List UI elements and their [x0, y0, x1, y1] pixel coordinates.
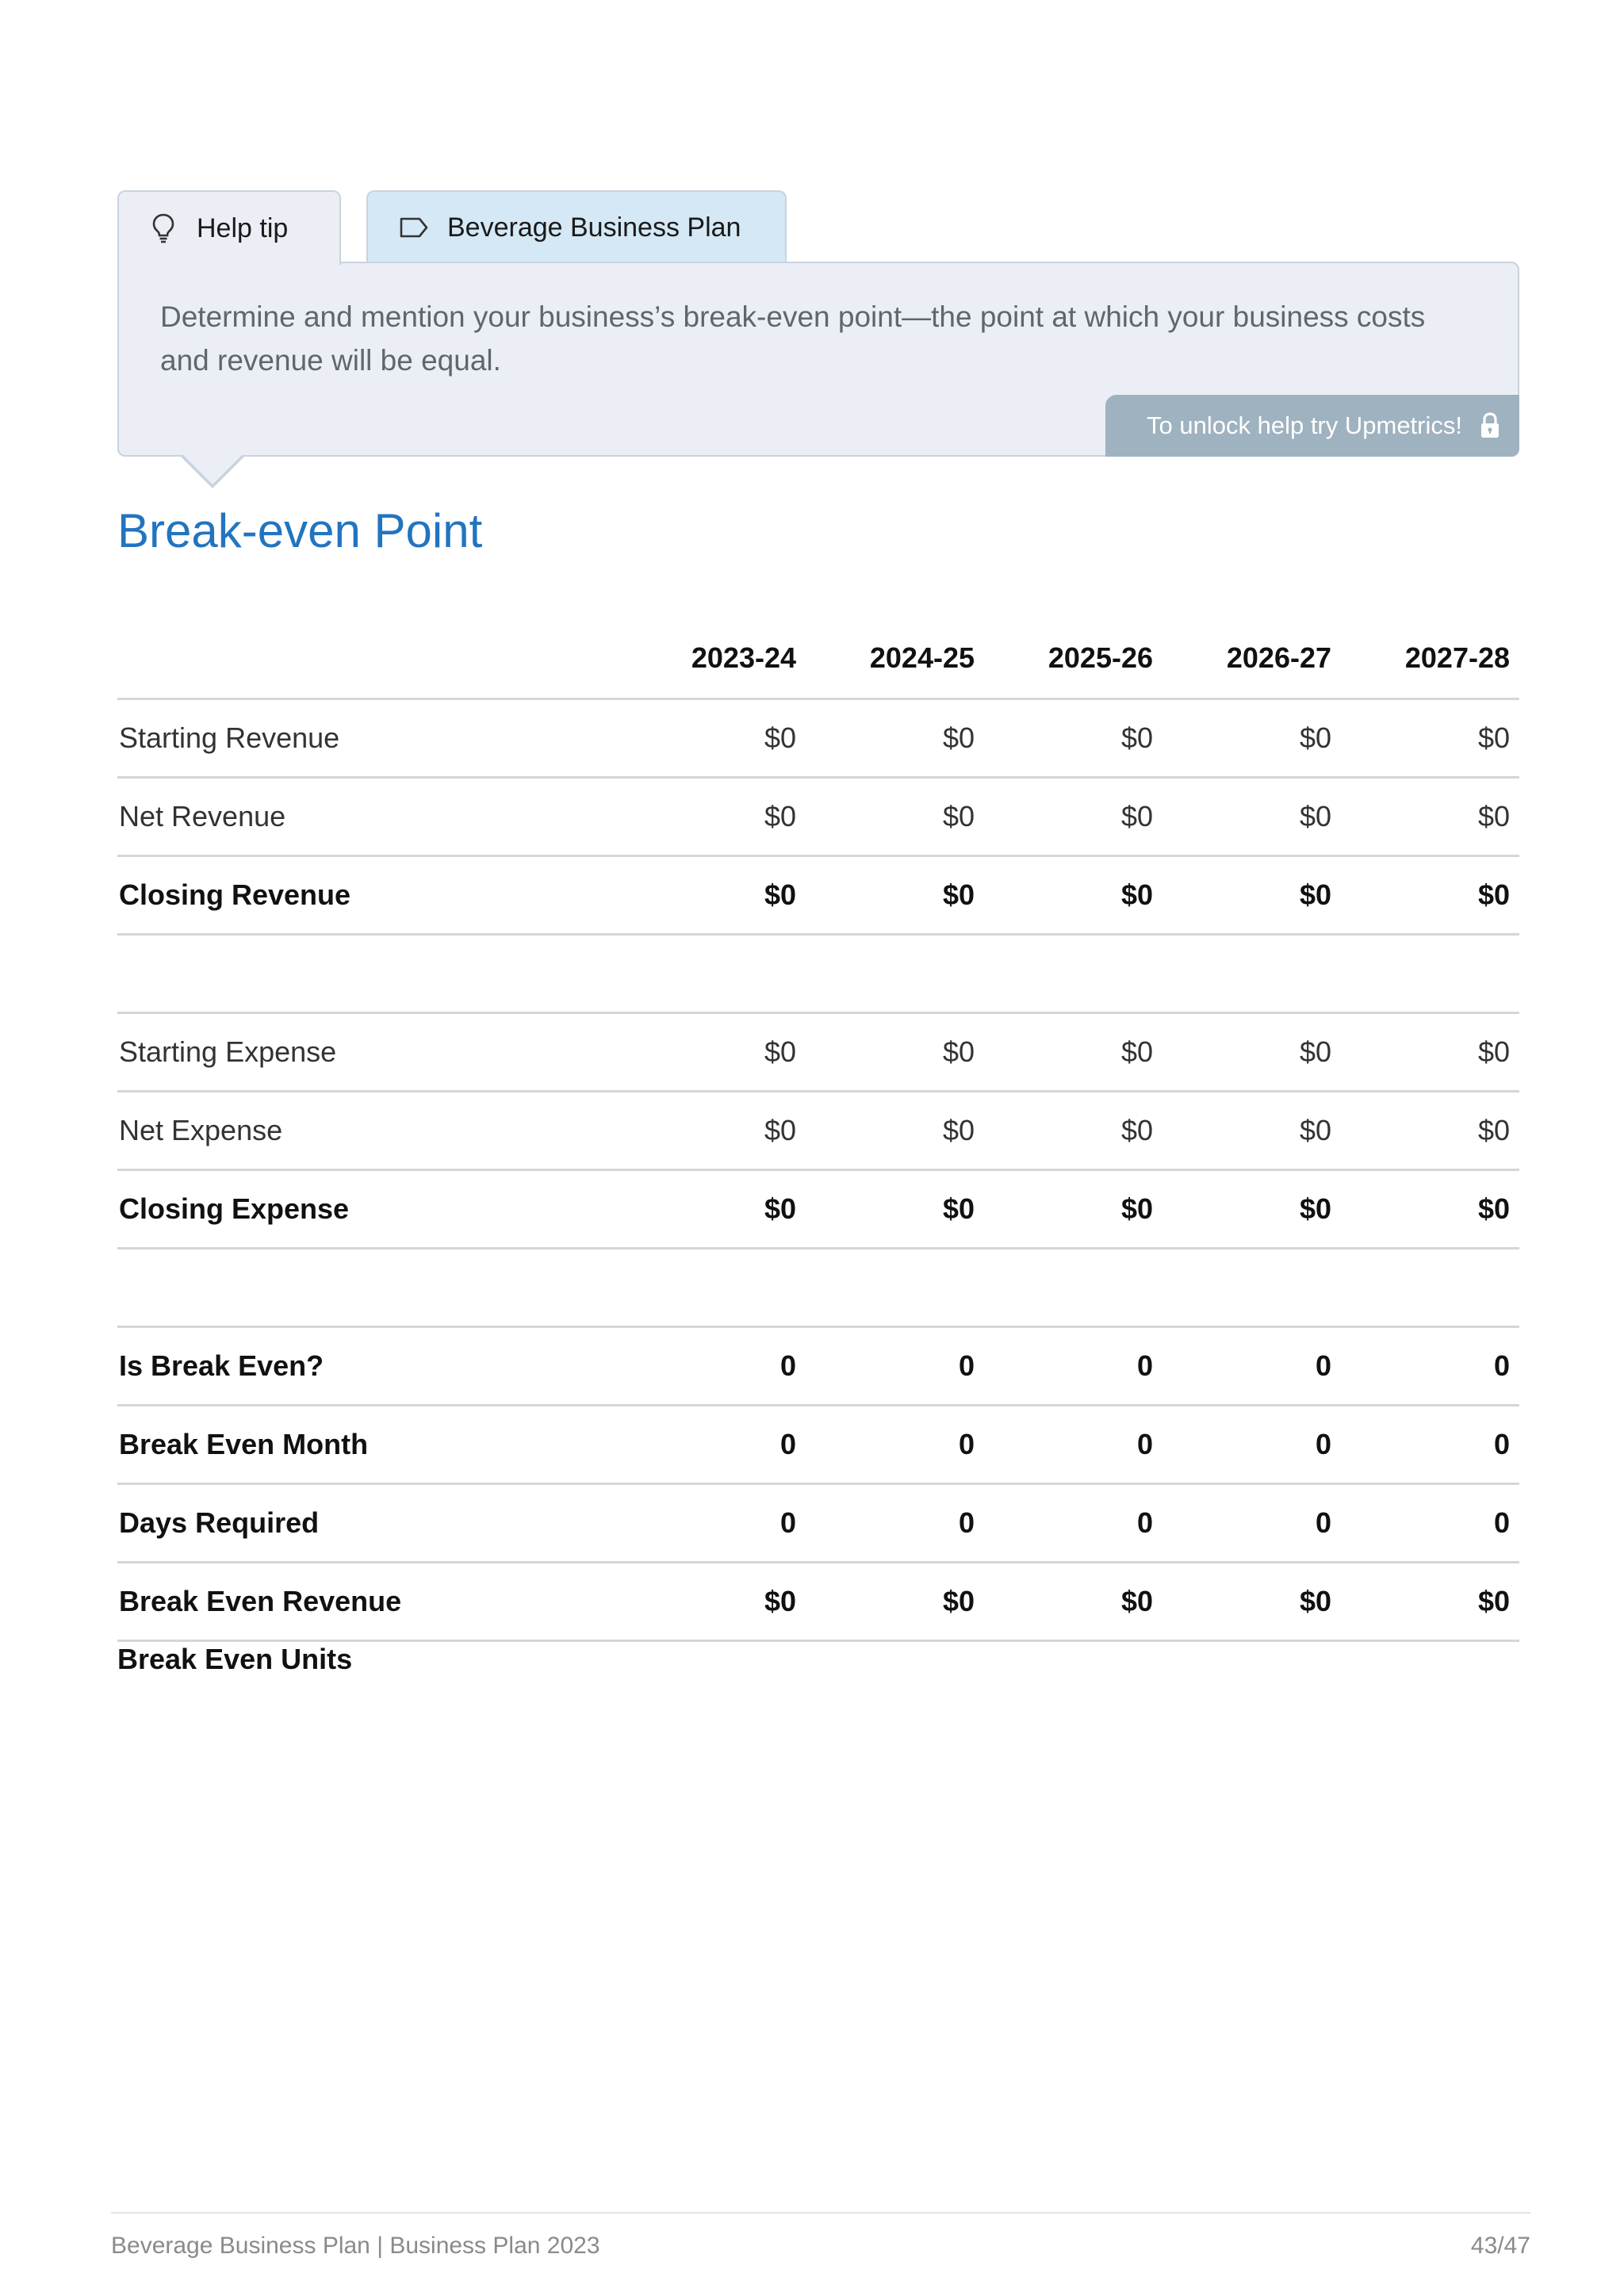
- table-cell: $0: [764, 1035, 796, 1068]
- table-cell: $0: [764, 1114, 796, 1146]
- table-row: [117, 857, 1519, 936]
- table-cell: $0: [764, 721, 796, 754]
- table-cell: $0: [1120, 878, 1153, 911]
- table-cell: $0: [942, 878, 975, 911]
- row-label: Closing Revenue: [119, 878, 351, 911]
- table-cell: 0: [1493, 1428, 1510, 1460]
- table-cell: 0: [1136, 1428, 1153, 1460]
- table-cell: $0: [1120, 1035, 1153, 1068]
- tab-help-tip[interactable]: [117, 190, 341, 265]
- table-cell: 0: [779, 1506, 796, 1539]
- break-even-table: [117, 618, 1519, 1642]
- help-tip-panel: [117, 262, 1519, 457]
- column-header: 2026-27: [1226, 641, 1331, 674]
- footer-document-title: Beverage Business Plan | Business Plan 2023: [111, 2233, 600, 2259]
- table-row: [117, 1563, 1519, 1642]
- table-cell: $0: [942, 1114, 975, 1146]
- table-cell: 0: [779, 1428, 796, 1460]
- table-cell: 0: [1315, 1506, 1331, 1539]
- tab-plan-label: Beverage Business Plan: [447, 212, 741, 243]
- table-cell: 0: [1136, 1349, 1153, 1382]
- tag-icon: [398, 212, 430, 243]
- table-cell: $0: [942, 1192, 975, 1225]
- table-cell: $0: [942, 721, 975, 754]
- table-cell: $0: [1299, 1114, 1331, 1146]
- table-cell: $0: [1299, 721, 1331, 754]
- table-cell: $0: [1120, 800, 1153, 832]
- row-label: Break Even Revenue: [119, 1585, 402, 1617]
- lightbulb-icon: [147, 212, 179, 244]
- table-cell: $0: [764, 1192, 796, 1225]
- table-cell: $0: [764, 878, 796, 911]
- table-cell: 0: [958, 1428, 975, 1460]
- table-cell: $0: [1477, 878, 1510, 911]
- table-cell: $0: [1120, 721, 1153, 754]
- table-cell: $0: [942, 800, 975, 832]
- row-label: Break Even Month: [119, 1428, 369, 1460]
- table-cell: 0: [1493, 1349, 1510, 1382]
- table-cell: 0: [958, 1349, 975, 1382]
- row-label: Net Expense: [119, 1114, 283, 1146]
- table-cell: $0: [1477, 1585, 1510, 1617]
- table-row: [117, 1014, 1519, 1093]
- tab-beverage-business-plan[interactable]: [366, 190, 787, 263]
- table-cell: 0: [1136, 1506, 1153, 1539]
- table-cell: $0: [1120, 1585, 1153, 1617]
- unlock-help-button[interactable]: [1105, 395, 1519, 457]
- column-header: 2027-28: [1404, 641, 1510, 674]
- tab-help-tip-label: Help tip: [197, 212, 289, 243]
- help-tip-pointer: [179, 455, 246, 488]
- break-even-units-label: Break Even Units: [117, 1643, 353, 1675]
- table-cell: $0: [1299, 800, 1331, 832]
- column-header: 2025-26: [1048, 641, 1153, 674]
- table-cell: 0: [1493, 1506, 1510, 1539]
- table-row: [117, 1171, 1519, 1249]
- table-cell: $0: [1477, 721, 1510, 754]
- row-label: Starting Expense: [119, 1035, 337, 1068]
- table-cell: $0: [1477, 800, 1510, 832]
- table-header-row: [117, 618, 1519, 700]
- table-cell: 0: [958, 1506, 975, 1539]
- unlock-help-label: To unlock help try Upmetrics!: [1147, 411, 1462, 439]
- table-cell: $0: [1477, 1114, 1510, 1146]
- row-label: Starting Revenue: [119, 721, 340, 754]
- row-label: Net Revenue: [119, 800, 286, 832]
- lock-icon: [1478, 411, 1503, 440]
- table-cell: $0: [1120, 1114, 1153, 1146]
- table-cell: $0: [1120, 1192, 1153, 1225]
- table-cell: $0: [1299, 1585, 1331, 1617]
- table-row: [117, 779, 1519, 857]
- table-cell: $0: [1477, 1192, 1510, 1225]
- table-cell: $0: [942, 1585, 975, 1617]
- table-cell: $0: [764, 800, 796, 832]
- table-cell: $0: [1299, 1035, 1331, 1068]
- table-spacer-row: [117, 1249, 1519, 1328]
- row-label: Is Break Even?: [119, 1349, 324, 1382]
- footer-divider: [111, 2212, 1530, 2214]
- table-cell: 0: [1315, 1349, 1331, 1382]
- table-cell: $0: [1477, 1035, 1510, 1068]
- table-cell: 0: [779, 1349, 796, 1382]
- table-row: [117, 1406, 1519, 1485]
- help-tip-text: Determine and mention your business’s break-even point—the point at which your business costs and revenue will be equal.: [160, 300, 1426, 377]
- table-cell: 0: [1315, 1428, 1331, 1460]
- footer-page-number: 43/47: [1470, 2233, 1530, 2259]
- row-label: Days Required: [119, 1506, 320, 1539]
- table-cell: $0: [1299, 878, 1331, 911]
- table-cell: $0: [1299, 1192, 1331, 1225]
- table-cell: $0: [764, 1585, 796, 1617]
- table-spacer-row: [117, 936, 1519, 1014]
- table-row: [117, 1093, 1519, 1171]
- table-row: [117, 1485, 1519, 1563]
- column-header: 2023-24: [691, 641, 796, 674]
- table-cell: $0: [942, 1035, 975, 1068]
- table-row: [117, 700, 1519, 779]
- section-title: Break-even Point: [117, 504, 483, 557]
- row-label: Closing Expense: [119, 1192, 350, 1225]
- table-row: [117, 1328, 1519, 1406]
- column-header: 2024-25: [869, 641, 975, 674]
